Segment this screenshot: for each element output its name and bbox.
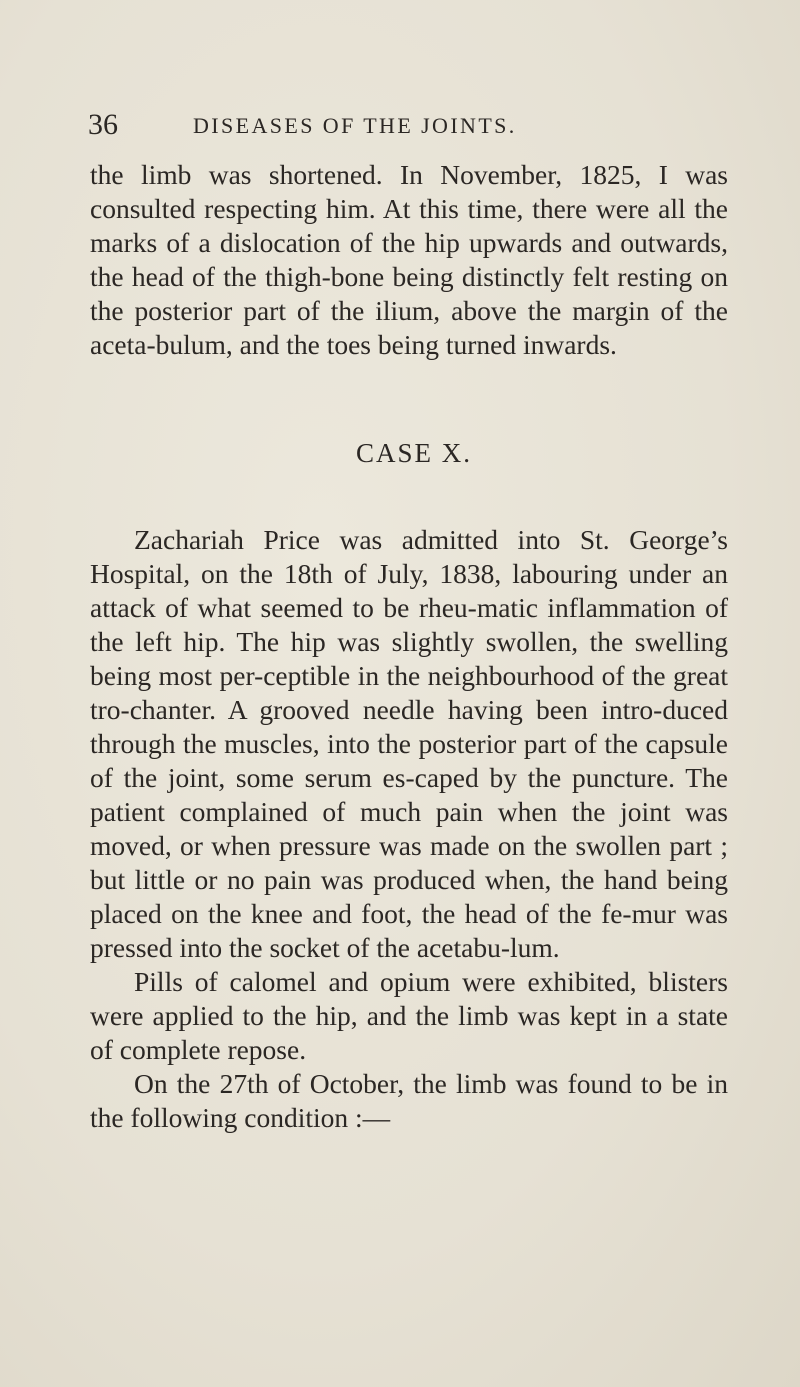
running-title: DISEASES OF THE JOINTS. xyxy=(193,113,517,138)
paragraph-case-description: Zachariah Price was admitted into St. George’s Hospital, on the 18th of July, 1838, labouring under an attack of what seemed to be rheu-matic inflammation of the left hip. The hip was slightly swollen, the swelling being most per-ceptible in the neighbourhood of the great tro-chanter. A grooved needle having been intro-duced through the muscles, into the posterior part of the capsule of the joint, some serum es-caped by the puncture. The patient complained of much pain when the joint was moved, or when pressure was made on the swollen part ; but little or no pain was produced when, the hand being placed on the knee and foot, the head of the fe-mur was pressed into the socket of the acetabu-lum. xyxy=(90,524,728,963)
page-header xyxy=(88,108,728,142)
case-heading: CASE X. xyxy=(355,438,472,468)
page-number: 36 xyxy=(88,108,118,141)
body-text xyxy=(90,158,728,1135)
paragraph-condition: On the 27th of October, the limb was found to be in the following condition :— xyxy=(90,1068,728,1133)
paragraph-treatment: Pills of calomel and opium were exhibited, blisters were applied to the hip, and the limb was kept in a state of complete repose. xyxy=(90,966,728,1065)
paragraph-continuation: the limb was shortened. In November, 1825, I was consulted respecting him. At this time, there were all the marks of a dislocation of the hip upwards and outwards, the head of the thigh-bone being distinctly felt resting on the posterior part of the ilium, above the margin of the aceta-bulum, and the toes being turned inwards. xyxy=(90,159,728,360)
